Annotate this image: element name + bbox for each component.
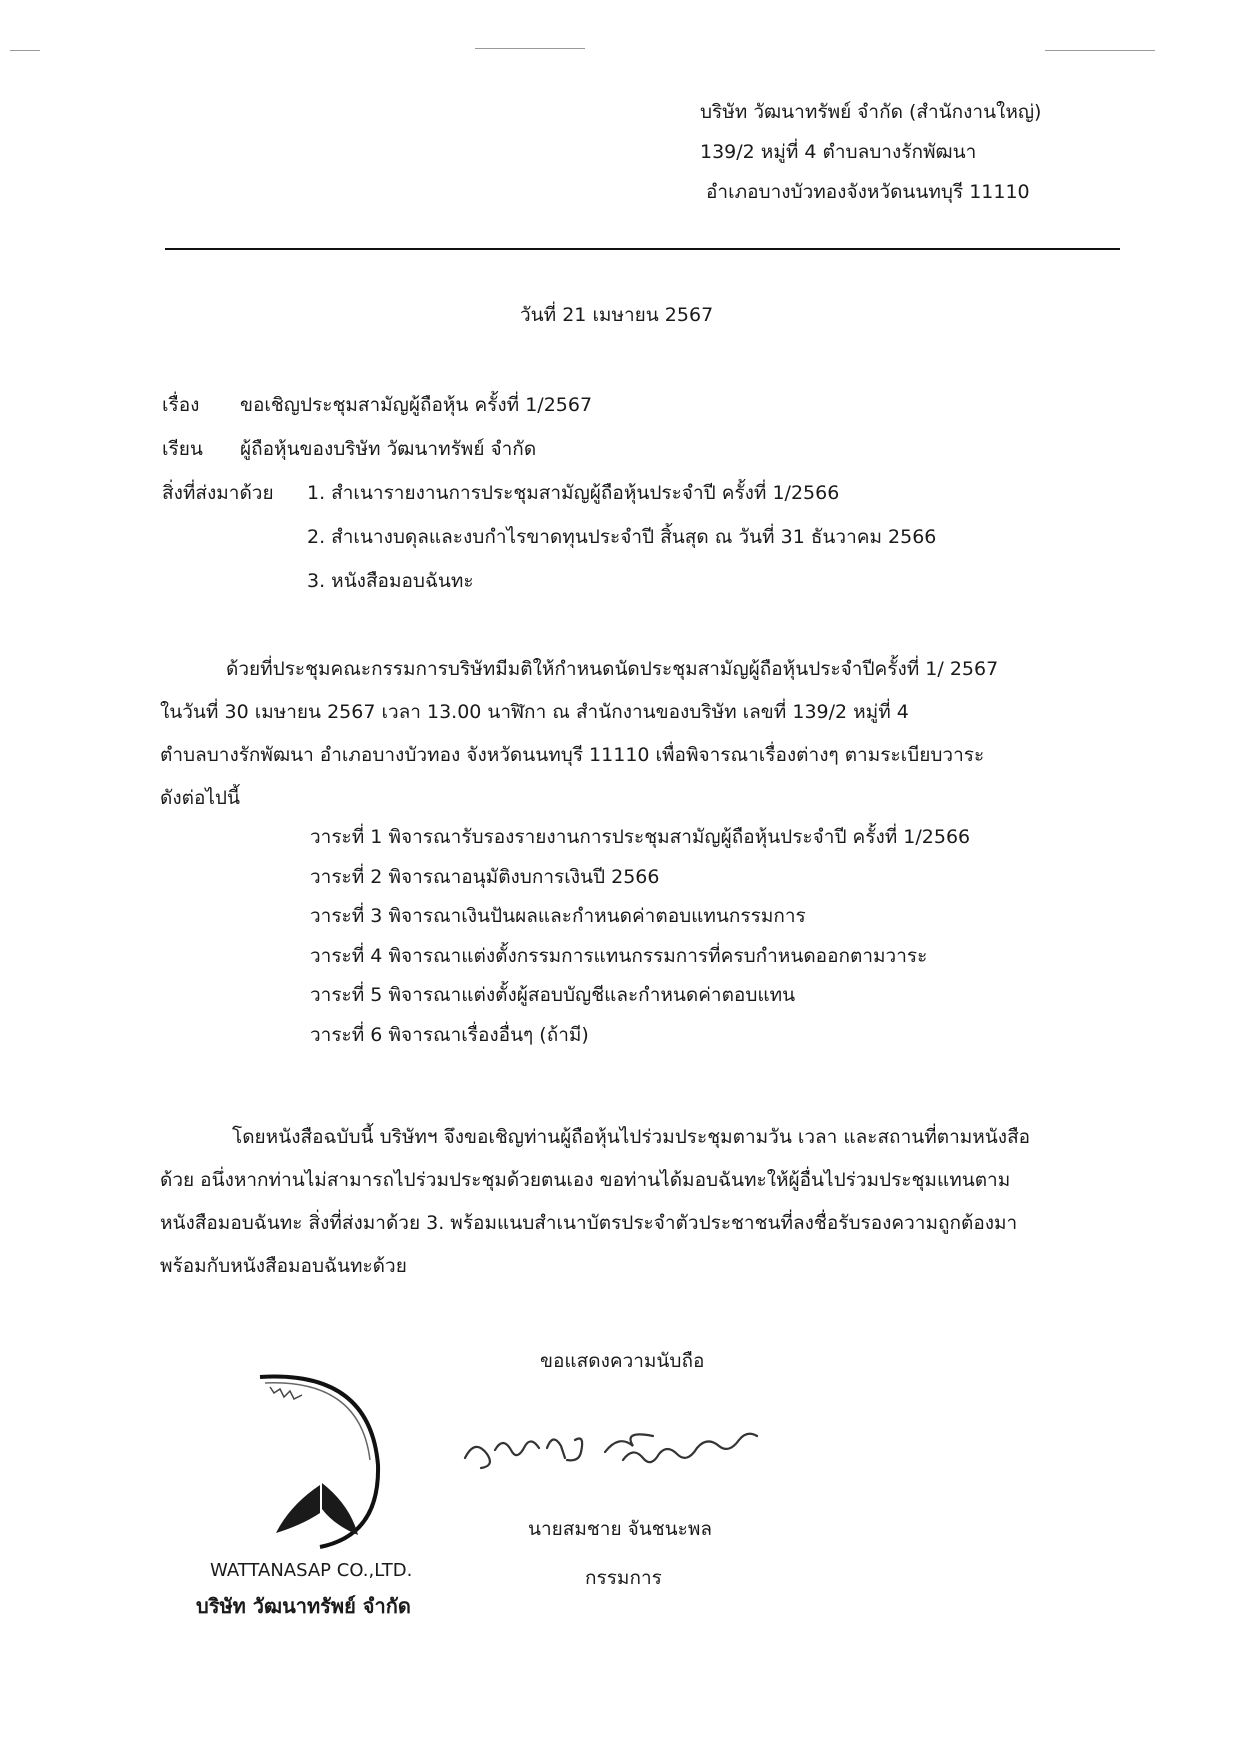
recipient-label: เรียน [162, 438, 203, 460]
letter-date: วันที่ 21 เมษายน 2567 [520, 304, 714, 326]
agenda-item: วาระที่ 5 พิจารณาแต่งตั้งผู้สอบบัญชีและกำหนดค่าตอบแทน [310, 984, 796, 1006]
body-line: ดังต่อไปนี้ [160, 787, 240, 809]
enclosures-label: สิ่งที่ส่งมาด้วย [162, 482, 274, 504]
enclosure-item: 1. สำเนารายงานการประชุมสามัญผู้ถือหุ้นประจำปี ครั้งที่ 1/2566 [307, 482, 840, 504]
enclosure-item: 2. สำเนางบดุลและงบกำไรขาดทุนประจำปี สิ้นสุด ณ วันที่ 31 ธันวาคม 2566 [307, 526, 937, 548]
scan-artifact [10, 50, 40, 51]
address-line-2: อำเภอบางบัวทองจังหวัดนนทบุรี 11110 [706, 181, 1030, 203]
agenda-item: วาระที่ 1 พิจารณารับรองรายงานการประชุมสามัญผู้ถือหุ้นประจำปี ครั้งที่ 1/2566 [310, 826, 971, 848]
body-line: หนังสือมอบฉันทะ สิ่งที่ส่งมาด้วย 3. พร้อมแนบสำเนาบัตรประจำตัวประชาชนที่ลงชื่อรับรองความถูกต้องมา [160, 1212, 1018, 1234]
address-line-1: 139/2 หมู่ที่ 4 ตำบลบางรักพัฒนา [700, 141, 977, 163]
body-line: ตำบลบางรักพัฒนา อำเภอบางบัวทอง จังหวัดนนทบุรี 11110 เพื่อพิจารณาเรื่องต่างๆ ตามระเบียบวาระ [160, 744, 985, 766]
body-line: ด้วย อนึ่งหากท่านไม่สามารถไปร่วมประชุมด้วยตนเอง ขอท่านได้มอบฉันทะให้ผู้อื่นไปร่วมประชุมแทนตาม [160, 1169, 1011, 1191]
recipient-text: ผู้ถือหุ้นของบริษัท วัฒนาทรัพย์ จำกัด [240, 438, 537, 460]
company-seal-logo [210, 1365, 410, 1555]
agenda-list [310, 818, 970, 1055]
closing-text: ขอแสดงความนับถือ [540, 1350, 705, 1372]
scan-artifact [475, 48, 585, 49]
body-line: ในวันที่ 30 เมษายน 2567 เวลา 13.00 นาฬิกา ณ สำนักงานของบริษัท เลขที่ 139/2 หมู่ที่ 4 [160, 701, 909, 723]
body-line: โดยหนังสือฉบับนี้ บริษัทฯ จึงขอเชิญท่านผู้ถือหุ้นไปร่วมประชุมตามวัน เวลา และสถานที่ตามหนังสือ [232, 1126, 1031, 1148]
signatory-name: นายสมชาย จันชนะพล [528, 1518, 713, 1540]
scan-artifact [1045, 50, 1155, 51]
company-name-line: บริษัท วัฒนาทรัพย์ จำกัด (สำนักงานใหญ่) [700, 101, 1042, 123]
enclosure-item: 3. หนังสือมอบฉันทะ [307, 570, 474, 592]
body-paragraph-1 [160, 648, 1100, 820]
seal-thai-name: บริษัท วัฒนาทรัพย์ จำกัด [196, 1594, 411, 1618]
signatory-position: กรรมการ [585, 1567, 662, 1589]
agenda-item: วาระที่ 4 พิจารณาแต่งตั้งกรรมการแทนกรรมการที่ครบกำหนดออกตามวาระ [310, 944, 928, 967]
agenda-item: วาระที่ 3 พิจารณาเงินปันผลและกำหนดค่าตอบแทนกรรมการ [310, 905, 806, 927]
body-line: พร้อมกับหนังสือมอบฉันทะด้วย [160, 1255, 407, 1277]
letterhead-address [700, 92, 1041, 212]
body-paragraph-2 [160, 1116, 1100, 1288]
agenda-item: วาระที่ 2 พิจารณาอนุมัติงบการเงินปี 2566 [310, 865, 660, 888]
seal-english-name: WATTANASAP CO.,LTD. [210, 1560, 413, 1581]
agenda-item: วาระที่ 6 พิจารณาเรื่องอื่นๆ (ถ้ามี) [310, 1023, 589, 1046]
body-line: ด้วยที่ประชุมคณะกรรมการบริษัทมีมติให้กำหนดนัดประชุมสามัญผู้ถือหุ้นประจำปีครั้งที่ 1/ 2567 [226, 658, 999, 680]
handwritten-signature [455, 1410, 795, 1490]
subject-text: ขอเชิญประชุมสามัญผู้ถือหุ้น ครั้งที่ 1/2567 [240, 394, 593, 416]
header-divider [165, 248, 1120, 250]
subject-label: เรื่อง [162, 394, 200, 416]
